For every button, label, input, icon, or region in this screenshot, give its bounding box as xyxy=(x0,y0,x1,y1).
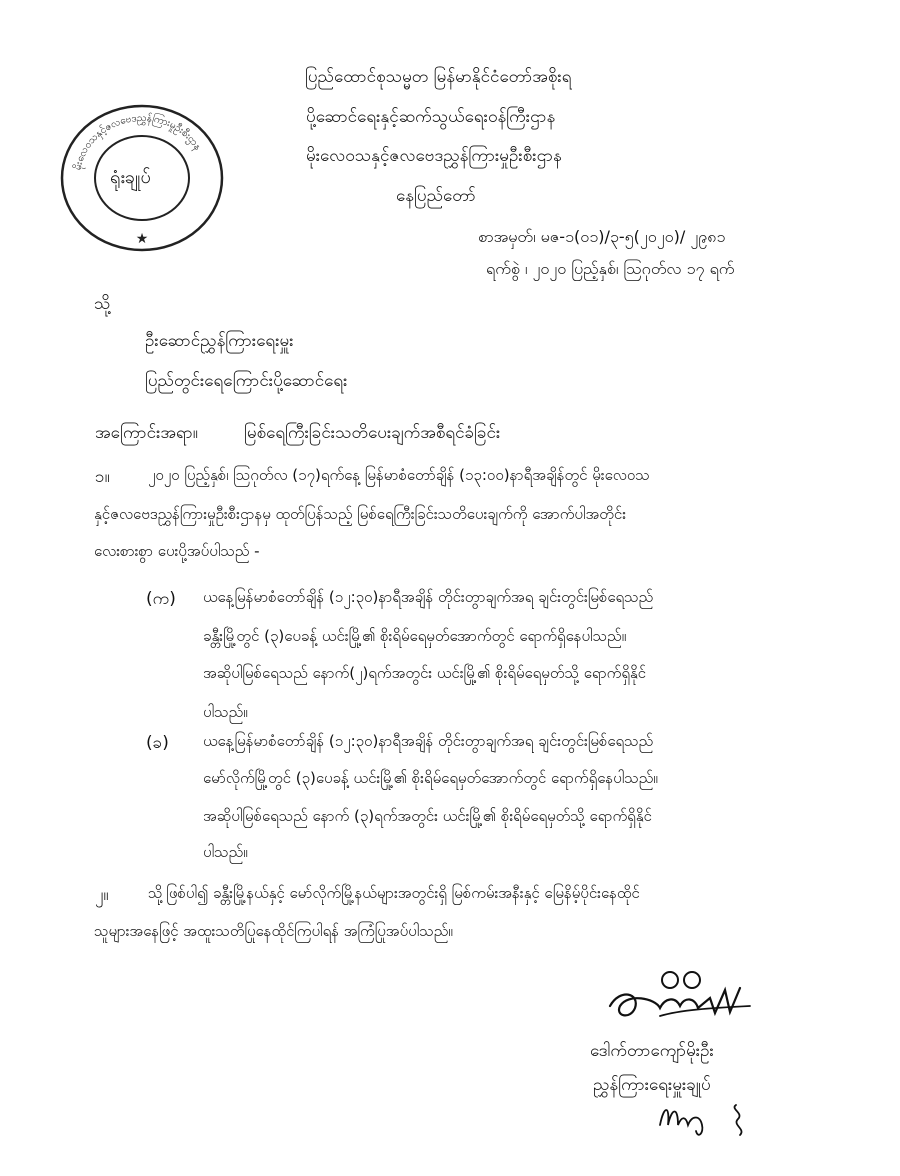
para2-line1: သို့ဖြစ်ပါ၍ ခန္တီးမြို့နယ်နှင့် မော်လိုက်မြို့နယ်များအတွင်းရှိ မြစ်ကမ်းအနီးနှင့် မြေနိမ့်ပိုင်းနေထိုင် xyxy=(148,884,640,902)
recipient-office: ပြည်တွင်းရေကြောင်းပို့ဆောင်ရေး xyxy=(145,371,348,391)
header-ministry: ပို့ဆောင်ရေးနှင့်ဆက်သွယ်ရေးဝန်ကြီးဌာန xyxy=(306,107,556,127)
seal-star-icon: ★ xyxy=(135,231,149,247)
header-location: နေပြည်တော် xyxy=(396,186,476,206)
item-ka-label: (က) xyxy=(146,589,176,609)
letter-number: စာအမှတ်၊ မဇ-၁(၀၁)/၃-၅(၂၀၂၀)/ ၂၉၈၁ xyxy=(478,227,726,246)
item-kha-line3: အဆိုပါမြစ်ရေသည် နောက် (၃)ရက်အတွင်း ယင်းမြို့၏ စိုးရိမ်ရေမှတ်သို့ ရောက်ရှိနိုင် xyxy=(203,807,652,825)
item-ka-line4: ပါသည်။ xyxy=(203,703,248,721)
department-seal xyxy=(58,103,226,253)
signature-handwritten xyxy=(600,968,760,1038)
subject-text: မြစ်ရေကြီးခြင်းသတိပေးချက်အစီရင်ခံခြင်း xyxy=(244,423,501,443)
item-ka-line2: ခန္တီးမြို့တွင် (၃)ပေခန့် ယင်းမြို့၏ စိုးရိမ်ရေမှတ်အောက်တွင် ရောက်ရှိနေပါသည်။ xyxy=(203,627,627,645)
item-kha-line1: ယနေ့မြန်မာစံတော်ချိန် (၁၂:၃၀)နာရီအချိန် တိုင်းတွာချက်အရ ချင်းတွင်းမြစ်ရေသည် xyxy=(203,732,654,750)
para2-line2: သူများအနေဖြင့် အထူးသတိပြုနေထိုင်ကြပါရန် အကြံပြုအပ်ပါသည်။ xyxy=(94,922,453,940)
header-department: မိုးလေဝသနှင့်ဇလဗေဒညွှန်ကြားမှုဦးစီးဌာန xyxy=(306,146,562,166)
item-ka-line3: အဆိုပါမြစ်ရေသည် နောက်(၂)ရက်အတွင်း ယင်းမြို့၏ စိုးရိမ်ရေမှတ်သို့ ရောက်ရှိနိုင် xyxy=(203,664,646,682)
initials-handwritten xyxy=(652,1095,762,1140)
letter-date: ရက်စွဲ ၊ ၂၀၂၀ ပြည့်နှစ်၊ ဩဂုတ်လ ၁၇ ရက် xyxy=(486,259,735,278)
seal-center-text: ရုံးချုပ် xyxy=(110,167,151,188)
para1-line3: လေးစားစွာ ပေးပို့အပ်ပါသည် - xyxy=(94,542,260,560)
item-kha-line4: ပါသည်။ xyxy=(203,843,248,861)
svg-text:မိုးလေဝသနှင့်ဇလဗေဒညွှန်ကြားမှု xyxy=(71,111,204,172)
signatory-name: ဒေါက်တာကျော်မိုးဦး xyxy=(590,1041,714,1061)
para2-number: ၂။ xyxy=(95,885,109,905)
subject-label: အကြောင်းအရာ။ xyxy=(95,423,198,443)
header-government: ပြည်ထောင်စုသမ္မတ မြန်မာနိုင်ငံတော်အစိုးရ xyxy=(305,67,572,87)
item-kha-label: (ခ) xyxy=(146,733,169,753)
item-kha-line2: မော်လိုက်မြို့တွင် (၃)ပေခန့် ယင်းမြို့၏ စိုးရိမ်ရေမှတ်အောက်တွင် ရောက်ရှိနေပါသည်။ xyxy=(203,769,658,787)
item-ka-line1: ယနေ့မြန်မာစံတော်ချိန် (၁၂:၃၀)နာရီအချိန် တိုင်းတွာချက်အရ ချင်းတွင်းမြစ်ရေသည် xyxy=(203,588,654,606)
para1-line2: နှင့်ဇလဗေဒညွှန်ကြားမှုဦးစီးဌာနမှ ထုတ်ပြန်သည့် မြစ်ရေကြီးခြင်းသတိပေးချက်ကို အောက်ပါအတိုင်း xyxy=(94,505,627,523)
recipient-title: ဦးဆောင်ညွှန်ကြားရေးမှူး xyxy=(145,331,294,351)
signatory-title: ညွှန်ကြားရေးမှူးချုပ် xyxy=(593,1075,711,1095)
recipient-to: သို့ xyxy=(94,294,111,314)
para1-number: ၁။ xyxy=(95,467,110,487)
seal-ring-text: မိုးလေဝသနှင့်ဇလဗေဒညွှန်ကြားမှုဦးစီးဌာန xyxy=(72,112,204,172)
para1-line1: ၂၀၂၀ ပြည့်နှစ်၊ ဩဂုတ်လ (၁၇)ရက်နေ့ မြန်မာစံတော်ချိန် (၁၃:၀၀)နာရီအချိန်တွင် မိုးလေဝသ xyxy=(148,466,650,484)
